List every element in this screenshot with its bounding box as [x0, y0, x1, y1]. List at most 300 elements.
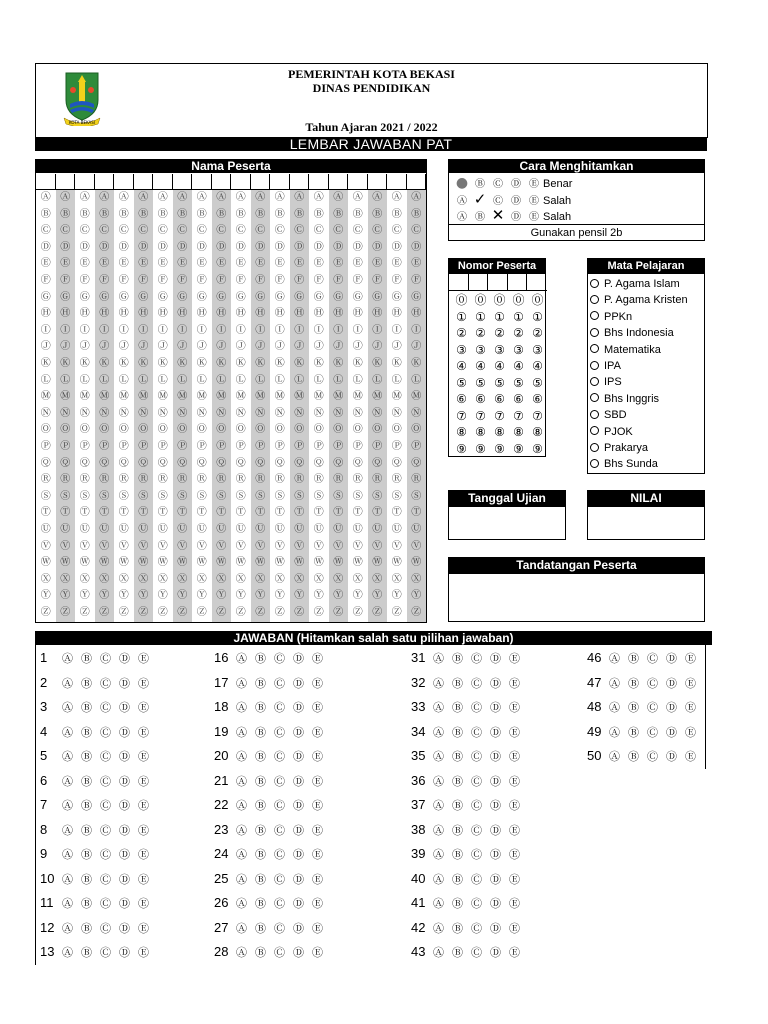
name-bubble[interactable]: Ⓔ [118, 258, 129, 270]
name-bubble[interactable]: Ⓨ [60, 590, 71, 602]
answer-bubble[interactable]: Ⓑ [81, 750, 92, 763]
answer-bubble[interactable]: Ⓐ [609, 676, 620, 690]
name-bubble[interactable]: Ⓒ [274, 225, 285, 237]
name-bubble[interactable]: Ⓒ [235, 225, 246, 237]
name-bubble[interactable]: Ⓔ [235, 258, 246, 270]
number-bubble[interactable]: ⑨ [513, 441, 524, 456]
name-bubble[interactable]: Ⓙ [352, 341, 363, 353]
name-bubble[interactable]: Ⓙ [79, 341, 90, 353]
name-bubble[interactable]: Ⓑ [235, 208, 246, 220]
name-bubble[interactable]: Ⓨ [333, 590, 344, 602]
name-bubble[interactable]: Ⓘ [118, 324, 129, 336]
number-bubble[interactable]: ② [532, 326, 543, 340]
answer-bubble[interactable]: Ⓒ [274, 921, 285, 935]
name-bubble[interactable]: Ⓚ [196, 358, 207, 369]
name-bubble[interactable]: Ⓧ [196, 573, 207, 585]
name-bubble[interactable]: Ⓦ [196, 557, 207, 569]
answer-bubble[interactable]: Ⓓ [293, 652, 304, 665]
answer-bubble[interactable]: Ⓓ [490, 799, 501, 812]
name-bubble[interactable]: Ⓢ [118, 490, 129, 502]
name-bubble[interactable]: Ⓛ [79, 374, 90, 386]
answer-bubble[interactable]: Ⓒ [274, 774, 285, 788]
name-bubble[interactable]: Ⓞ [196, 424, 207, 436]
number-bubble[interactable]: ⑦ [513, 408, 524, 423]
name-bubble[interactable]: Ⓓ [391, 241, 402, 253]
name-bubble[interactable]: Ⓧ [138, 573, 149, 585]
name-bubble[interactable]: Ⓠ [196, 457, 207, 469]
answer-bubble[interactable]: Ⓑ [81, 921, 92, 935]
name-bubble[interactable]: Ⓒ [79, 225, 90, 237]
answer-bubble[interactable]: Ⓔ [138, 823, 149, 837]
answer-bubble[interactable]: Ⓓ [490, 872, 501, 886]
name-bubble[interactable]: Ⓦ [255, 557, 266, 569]
name-bubble[interactable]: Ⓤ [216, 524, 227, 535]
answer-bubble[interactable]: Ⓒ [274, 823, 285, 837]
name-bubble[interactable]: Ⓠ [255, 457, 266, 469]
name-bubble[interactable]: Ⓩ [255, 607, 266, 618]
name-bubble[interactable]: Ⓛ [138, 374, 149, 386]
number-bubble[interactable]: ④ [532, 359, 543, 373]
name-bubble[interactable]: Ⓘ [79, 324, 90, 336]
name-bubble[interactable]: Ⓡ [118, 474, 129, 486]
name-bubble[interactable]: Ⓗ [333, 308, 344, 320]
answer-bubble[interactable]: Ⓓ [666, 701, 677, 714]
name-bubble[interactable]: Ⓢ [333, 490, 344, 502]
name-bubble[interactable]: Ⓜ [274, 391, 285, 403]
name-bubble[interactable]: Ⓥ [235, 540, 246, 552]
name-bubble[interactable]: Ⓘ [411, 324, 422, 336]
name-bubble[interactable]: Ⓔ [333, 258, 344, 270]
name-letter-box[interactable] [114, 174, 134, 190]
name-bubble[interactable]: Ⓛ [216, 374, 227, 386]
answer-bubble[interactable]: Ⓔ [312, 946, 323, 959]
name-bubble[interactable]: Ⓚ [79, 358, 90, 369]
name-bubble[interactable]: Ⓦ [372, 557, 383, 569]
name-bubble[interactable]: Ⓞ [274, 424, 285, 436]
name-bubble[interactable]: Ⓕ [216, 275, 227, 286]
name-bubble[interactable]: Ⓩ [196, 607, 207, 618]
name-bubble[interactable]: Ⓑ [411, 208, 422, 220]
name-bubble[interactable]: Ⓣ [235, 507, 246, 519]
name-bubble[interactable]: Ⓝ [274, 407, 285, 419]
answer-bubble[interactable]: Ⓐ [62, 897, 73, 910]
name-bubble[interactable]: Ⓝ [313, 407, 324, 419]
answer-bubble[interactable]: Ⓒ [274, 701, 285, 714]
name-bubble[interactable]: Ⓣ [138, 507, 149, 519]
name-bubble[interactable]: Ⓛ [313, 374, 324, 386]
name-bubble[interactable]: Ⓣ [411, 507, 422, 519]
answer-bubble[interactable]: Ⓑ [452, 799, 463, 812]
name-bubble[interactable]: Ⓛ [391, 374, 402, 386]
name-bubble[interactable]: Ⓑ [274, 208, 285, 220]
name-bubble[interactable]: Ⓗ [60, 308, 71, 320]
name-bubble[interactable]: Ⓧ [352, 573, 363, 585]
name-bubble[interactable]: Ⓛ [177, 374, 188, 386]
answer-bubble[interactable]: Ⓒ [274, 799, 285, 812]
name-bubble[interactable]: Ⓨ [79, 590, 90, 602]
name-bubble[interactable]: Ⓙ [157, 341, 168, 353]
name-bubble[interactable]: Ⓔ [294, 258, 305, 270]
answer-bubble[interactable]: Ⓓ [490, 921, 501, 935]
answer-bubble[interactable]: Ⓑ [628, 652, 639, 665]
name-bubble[interactable]: Ⓗ [177, 308, 188, 320]
subject-option[interactable] [590, 424, 633, 440]
name-bubble[interactable]: Ⓧ [177, 573, 188, 585]
answer-bubble[interactable]: Ⓑ [255, 897, 266, 910]
answer-bubble[interactable]: Ⓐ [433, 897, 444, 910]
answer-bubble[interactable]: Ⓒ [100, 799, 111, 812]
name-bubble[interactable]: Ⓡ [411, 474, 422, 486]
name-bubble[interactable]: Ⓞ [40, 424, 51, 436]
name-bubble[interactable]: Ⓗ [138, 308, 149, 320]
name-bubble[interactable]: Ⓚ [157, 358, 168, 369]
name-bubble[interactable]: Ⓜ [138, 391, 149, 403]
answer-bubble[interactable]: Ⓔ [138, 652, 149, 665]
name-bubble[interactable]: Ⓘ [216, 324, 227, 336]
name-bubble[interactable]: Ⓜ [352, 391, 363, 403]
name-bubble[interactable]: Ⓦ [216, 557, 227, 569]
name-bubble[interactable]: Ⓤ [391, 524, 402, 535]
name-bubble[interactable]: Ⓗ [411, 308, 422, 320]
name-bubble[interactable]: Ⓨ [177, 590, 188, 602]
name-bubble[interactable]: Ⓝ [40, 407, 51, 419]
name-bubble[interactable]: Ⓢ [157, 490, 168, 502]
answer-bubble[interactable]: Ⓓ [119, 750, 130, 763]
answer-bubble[interactable]: Ⓑ [81, 848, 92, 861]
name-bubble[interactable]: Ⓠ [313, 457, 324, 469]
name-bubble[interactable]: Ⓔ [372, 258, 383, 270]
name-bubble[interactable]: Ⓟ [372, 441, 383, 452]
name-bubble[interactable]: Ⓐ [313, 192, 324, 203]
name-bubble[interactable]: Ⓠ [333, 457, 344, 469]
name-bubble[interactable]: Ⓥ [333, 540, 344, 552]
name-bubble[interactable]: Ⓤ [274, 524, 285, 535]
answer-bubble[interactable]: Ⓔ [685, 701, 696, 714]
name-bubble[interactable]: Ⓞ [313, 424, 324, 436]
name-bubble[interactable]: Ⓤ [333, 524, 344, 535]
name-bubble[interactable]: Ⓨ [138, 590, 149, 602]
name-bubble[interactable]: Ⓑ [372, 208, 383, 220]
answer-bubble[interactable]: Ⓔ [685, 676, 696, 690]
answer-bubble[interactable]: Ⓒ [274, 725, 285, 739]
name-bubble[interactable]: Ⓑ [313, 208, 324, 220]
number-bubble[interactable]: ⓪ [512, 293, 525, 307]
name-letter-box[interactable] [387, 174, 407, 190]
name-bubble[interactable]: Ⓖ [40, 291, 51, 303]
name-bubble[interactable]: Ⓖ [411, 291, 422, 303]
name-bubble[interactable]: Ⓤ [294, 524, 305, 535]
answer-bubble[interactable]: Ⓔ [138, 701, 149, 714]
name-letter-box[interactable] [36, 174, 56, 190]
number-bubble[interactable]: ⑥ [532, 392, 543, 406]
answer-bubble[interactable]: Ⓔ [509, 897, 520, 910]
name-bubble[interactable]: Ⓖ [118, 291, 129, 303]
name-bubble[interactable]: Ⓨ [235, 590, 246, 602]
name-bubble[interactable]: Ⓦ [40, 557, 51, 569]
name-bubble[interactable]: Ⓧ [99, 573, 110, 585]
number-bubble[interactable]: ⑤ [456, 375, 467, 390]
name-bubble[interactable]: Ⓙ [138, 341, 149, 353]
name-bubble[interactable]: Ⓣ [372, 507, 383, 519]
name-bubble[interactable]: Ⓜ [391, 391, 402, 403]
name-bubble[interactable]: Ⓢ [79, 490, 90, 502]
name-bubble[interactable]: Ⓥ [196, 540, 207, 552]
name-bubble[interactable]: Ⓧ [391, 573, 402, 585]
name-bubble[interactable]: Ⓔ [157, 258, 168, 270]
name-bubble[interactable]: Ⓗ [99, 308, 110, 320]
radio-circle[interactable] [590, 459, 599, 468]
answer-bubble[interactable]: Ⓑ [452, 823, 463, 837]
name-bubble[interactable]: Ⓕ [79, 275, 90, 286]
answer-bubble[interactable]: Ⓑ [255, 823, 266, 837]
answer-bubble[interactable]: Ⓒ [471, 774, 482, 788]
name-bubble[interactable]: Ⓣ [118, 507, 129, 519]
name-bubble[interactable]: Ⓕ [333, 275, 344, 286]
answer-bubble[interactable]: Ⓒ [471, 946, 482, 959]
name-bubble-grid[interactable] [36, 174, 426, 622]
answer-bubble[interactable]: Ⓐ [236, 921, 247, 935]
number-bubble[interactable]: ⑦ [494, 408, 505, 423]
name-bubble[interactable]: Ⓡ [313, 474, 324, 486]
name-bubble[interactable]: Ⓐ [157, 192, 168, 203]
name-bubble[interactable]: Ⓓ [294, 241, 305, 253]
name-bubble[interactable]: Ⓒ [313, 225, 324, 237]
name-bubble[interactable]: Ⓧ [79, 573, 90, 585]
name-bubble[interactable]: Ⓡ [352, 474, 363, 486]
name-bubble[interactable]: Ⓣ [216, 507, 227, 519]
answer-bubble[interactable]: Ⓐ [236, 750, 247, 763]
subject-option[interactable] [590, 374, 622, 390]
name-bubble[interactable]: Ⓔ [216, 258, 227, 270]
answer-bubble[interactable]: Ⓓ [490, 652, 501, 665]
answer-bubble[interactable]: Ⓑ [452, 676, 463, 690]
name-bubble[interactable]: Ⓞ [118, 424, 129, 436]
answer-bubble[interactable]: Ⓔ [685, 725, 696, 739]
name-bubble[interactable]: Ⓗ [352, 308, 363, 320]
name-bubble[interactable]: Ⓑ [333, 208, 344, 220]
name-bubble[interactable]: Ⓤ [235, 524, 246, 535]
name-bubble[interactable]: Ⓠ [99, 457, 110, 469]
name-bubble[interactable]: Ⓓ [196, 241, 207, 253]
name-bubble[interactable]: Ⓜ [177, 391, 188, 403]
name-bubble[interactable]: Ⓑ [60, 208, 71, 220]
name-bubble[interactable]: Ⓓ [118, 241, 129, 253]
name-bubble[interactable]: Ⓡ [177, 474, 188, 486]
number-bubble[interactable]: ① [494, 309, 505, 324]
name-bubble[interactable]: Ⓡ [196, 474, 207, 486]
name-bubble[interactable]: Ⓔ [313, 258, 324, 270]
answer-bubble[interactable]: Ⓓ [119, 848, 130, 861]
name-bubble[interactable]: Ⓘ [235, 324, 246, 336]
number-bubble[interactable]: ③ [532, 342, 543, 357]
name-bubble[interactable]: Ⓩ [372, 607, 383, 618]
name-bubble[interactable]: Ⓘ [313, 324, 324, 336]
name-letter-box[interactable] [173, 174, 193, 190]
name-bubble[interactable]: Ⓓ [235, 241, 246, 253]
answer-bubble[interactable]: Ⓑ [452, 774, 463, 788]
answer-bubble[interactable]: Ⓑ [452, 848, 463, 861]
number-bubble[interactable]: ① [475, 309, 486, 324]
answer-bubble[interactable]: Ⓑ [81, 676, 92, 690]
name-bubble[interactable]: Ⓧ [40, 573, 51, 585]
answer-bubble[interactable]: Ⓐ [62, 725, 73, 739]
name-bubble[interactable]: Ⓧ [216, 573, 227, 585]
name-letter-box[interactable] [270, 174, 290, 190]
name-bubble[interactable]: Ⓐ [235, 192, 246, 203]
name-bubble[interactable]: Ⓚ [255, 358, 266, 369]
name-bubble[interactable]: Ⓟ [294, 441, 305, 452]
name-bubble[interactable]: Ⓟ [118, 441, 129, 452]
answer-bubble[interactable]: Ⓐ [609, 750, 620, 763]
name-bubble[interactable]: Ⓝ [352, 407, 363, 419]
name-bubble[interactable]: Ⓧ [60, 573, 71, 585]
name-bubble[interactable]: Ⓡ [235, 474, 246, 486]
answer-bubble[interactable]: Ⓑ [255, 799, 266, 812]
name-bubble[interactable]: Ⓓ [216, 241, 227, 253]
name-bubble[interactable]: Ⓑ [157, 208, 168, 220]
answer-bubble[interactable]: Ⓐ [62, 872, 73, 886]
name-letter-box[interactable] [329, 174, 349, 190]
name-bubble[interactable]: Ⓤ [313, 524, 324, 535]
name-bubble[interactable]: Ⓦ [177, 557, 188, 569]
answer-bubble[interactable]: Ⓑ [628, 750, 639, 763]
name-bubble[interactable]: Ⓙ [40, 341, 51, 353]
name-bubble[interactable]: Ⓨ [99, 590, 110, 602]
number-bubble[interactable]: ⑨ [456, 441, 467, 456]
answer-bubble[interactable]: Ⓐ [62, 823, 73, 837]
number-bubble[interactable]: ⑤ [532, 375, 543, 390]
name-bubble[interactable]: Ⓒ [40, 225, 51, 237]
name-bubble[interactable]: Ⓧ [157, 573, 168, 585]
name-bubble[interactable]: Ⓩ [313, 607, 324, 618]
name-bubble[interactable]: Ⓠ [177, 457, 188, 469]
answer-bubble[interactable]: Ⓒ [274, 652, 285, 665]
number-bubble[interactable]: ⑤ [475, 375, 486, 390]
name-bubble[interactable]: Ⓩ [391, 607, 402, 618]
answer-bubble[interactable]: Ⓐ [433, 652, 444, 665]
answer-bubble[interactable]: Ⓓ [119, 946, 130, 959]
number-bubble[interactable]: ⑥ [513, 392, 524, 406]
name-bubble[interactable]: Ⓝ [255, 407, 266, 419]
name-bubble[interactable]: Ⓗ [294, 308, 305, 320]
name-bubble[interactable]: Ⓠ [235, 457, 246, 469]
answer-bubble[interactable]: Ⓑ [81, 872, 92, 886]
name-bubble[interactable]: Ⓢ [40, 490, 51, 502]
name-bubble[interactable]: Ⓜ [60, 391, 71, 403]
signature-field[interactable] [448, 574, 705, 622]
name-bubble[interactable]: Ⓥ [99, 540, 110, 552]
name-bubble[interactable]: Ⓜ [196, 391, 207, 403]
name-bubble[interactable]: Ⓡ [60, 474, 71, 486]
name-bubble[interactable]: Ⓖ [177, 291, 188, 303]
number-bubble[interactable]: ⑧ [456, 425, 467, 439]
name-bubble[interactable]: Ⓠ [118, 457, 129, 469]
name-bubble[interactable]: Ⓥ [79, 540, 90, 552]
name-bubble[interactable]: Ⓝ [177, 407, 188, 419]
answer-bubble[interactable]: Ⓔ [312, 725, 323, 739]
name-bubble[interactable]: Ⓕ [196, 275, 207, 286]
name-bubble[interactable]: Ⓟ [60, 441, 71, 452]
name-bubble[interactable]: Ⓞ [372, 424, 383, 436]
answer-bubble[interactable]: Ⓔ [509, 921, 520, 935]
answer-bubble[interactable]: Ⓓ [293, 946, 304, 959]
name-bubble[interactable]: Ⓩ [99, 607, 110, 618]
name-bubble[interactable]: Ⓐ [60, 192, 71, 203]
name-bubble[interactable]: Ⓝ [138, 407, 149, 419]
number-bubble[interactable]: ⑧ [532, 425, 543, 439]
name-bubble[interactable]: Ⓢ [411, 490, 422, 502]
name-bubble[interactable]: Ⓖ [274, 291, 285, 303]
name-bubble[interactable]: Ⓛ [352, 374, 363, 386]
number-bubble[interactable]: ⑥ [475, 392, 486, 406]
number-bubble[interactable]: ② [475, 326, 486, 340]
number-bubble[interactable]: ① [532, 309, 543, 324]
name-bubble[interactable]: Ⓞ [138, 424, 149, 436]
name-bubble[interactable]: Ⓑ [391, 208, 402, 220]
name-bubble[interactable]: Ⓚ [177, 358, 188, 369]
answer-bubble[interactable]: Ⓑ [81, 701, 92, 714]
answer-bubble[interactable]: Ⓐ [236, 799, 247, 812]
name-bubble[interactable]: Ⓥ [274, 540, 285, 552]
answer-bubble[interactable]: Ⓒ [647, 676, 658, 690]
answer-bubble[interactable]: Ⓔ [312, 897, 323, 910]
answer-bubble[interactable]: Ⓔ [509, 774, 520, 788]
name-bubble[interactable]: Ⓡ [372, 474, 383, 486]
answer-bubble[interactable]: Ⓒ [100, 897, 111, 910]
answer-bubble[interactable]: Ⓐ [62, 799, 73, 812]
answer-bubble[interactable]: Ⓒ [471, 799, 482, 812]
name-letter-box[interactable] [407, 174, 427, 190]
name-bubble[interactable]: Ⓦ [60, 557, 71, 569]
name-bubble[interactable]: Ⓙ [294, 341, 305, 353]
name-bubble[interactable]: Ⓛ [333, 374, 344, 386]
number-bubble[interactable]: ③ [456, 342, 467, 357]
number-bubble[interactable]: ④ [456, 359, 467, 373]
name-bubble[interactable]: Ⓠ [294, 457, 305, 469]
name-bubble[interactable]: Ⓨ [313, 590, 324, 602]
answer-bubble[interactable]: Ⓑ [255, 872, 266, 886]
name-bubble[interactable]: Ⓘ [40, 324, 51, 336]
name-bubble[interactable]: Ⓙ [372, 341, 383, 353]
name-bubble[interactable]: Ⓖ [99, 291, 110, 303]
answer-bubble[interactable]: Ⓐ [236, 676, 247, 690]
radio-circle[interactable] [590, 426, 599, 435]
name-bubble[interactable]: Ⓣ [196, 507, 207, 519]
answer-bubble[interactable]: Ⓑ [81, 946, 92, 959]
name-letter-box[interactable] [309, 174, 329, 190]
number-bubble[interactable]: ⓪ [474, 293, 487, 307]
name-bubble[interactable]: Ⓨ [157, 590, 168, 602]
name-letter-box[interactable] [75, 174, 95, 190]
answer-bubble[interactable]: Ⓐ [236, 774, 247, 788]
name-bubble[interactable]: Ⓓ [352, 241, 363, 253]
answer-bubble[interactable]: Ⓒ [100, 652, 111, 665]
name-bubble[interactable]: Ⓨ [196, 590, 207, 602]
number-bubble[interactable]: ④ [494, 359, 505, 373]
answer-bubble[interactable]: Ⓐ [236, 897, 247, 910]
name-bubble[interactable]: Ⓔ [255, 258, 266, 270]
name-bubble[interactable]: Ⓕ [391, 275, 402, 286]
name-bubble[interactable]: Ⓙ [333, 341, 344, 353]
answer-bubble[interactable]: Ⓑ [81, 725, 92, 739]
answer-bubble[interactable]: Ⓓ [293, 921, 304, 935]
name-bubble[interactable]: Ⓗ [274, 308, 285, 320]
name-bubble[interactable]: Ⓛ [118, 374, 129, 386]
name-bubble[interactable]: Ⓖ [294, 291, 305, 303]
answer-bubble[interactable]: Ⓔ [138, 872, 149, 886]
number-bubble[interactable]: ⑤ [494, 375, 505, 390]
name-bubble[interactable]: Ⓟ [99, 441, 110, 452]
